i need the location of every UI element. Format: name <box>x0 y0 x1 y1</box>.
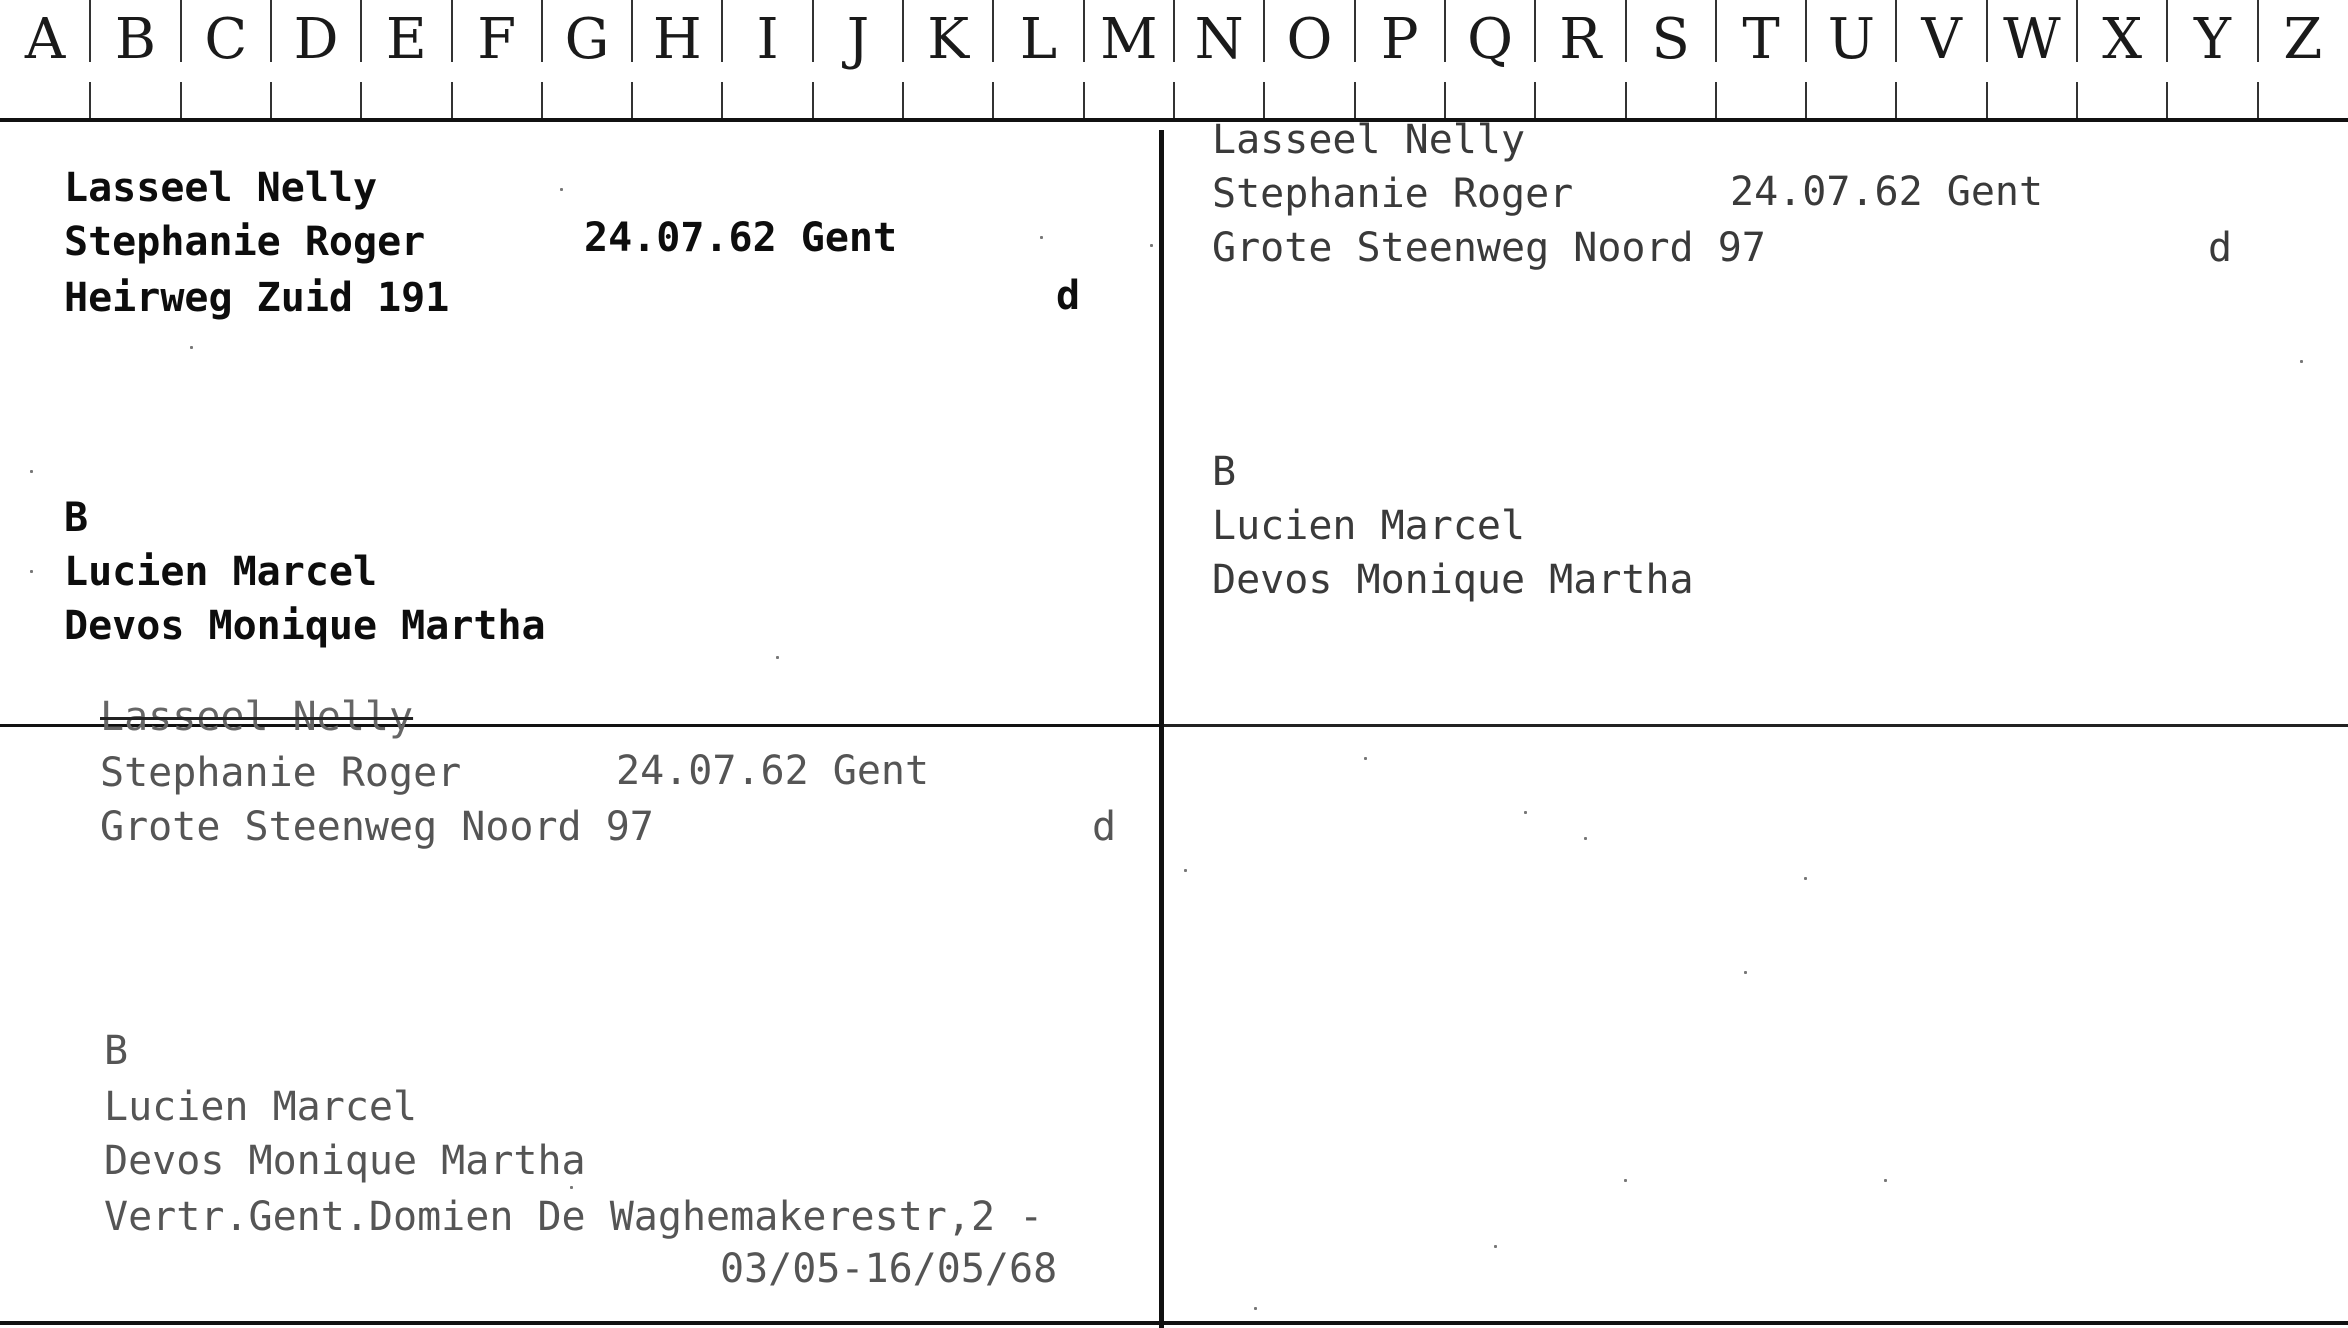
index-separator <box>1263 82 1265 118</box>
index-separator <box>2166 0 2168 62</box>
index-separator <box>1354 82 1356 118</box>
index-letter-l <box>993 0 1083 120</box>
index-separator <box>1805 0 1807 62</box>
card-given-name: Stephanie Roger <box>64 219 426 265</box>
index-letter-u <box>1806 0 1896 120</box>
index-separator <box>631 0 633 62</box>
index-letter-x <box>2077 0 2167 120</box>
index-separator <box>451 0 453 62</box>
index-separator <box>1534 0 1536 62</box>
index-separator <box>541 82 543 118</box>
index-letter-v <box>1896 0 1986 120</box>
index-letter-label: E <box>385 7 427 72</box>
index-separator <box>2076 0 2078 62</box>
index-letter-label: S <box>1651 7 1690 72</box>
index-separator <box>721 0 723 62</box>
index-letter-s <box>1626 0 1716 120</box>
card-mother: Devos Monique Martha <box>64 603 546 649</box>
index-letter-label: M <box>1100 7 1158 72</box>
index-letter-label: Q <box>1467 7 1514 72</box>
index-separator <box>631 82 633 118</box>
index-letter-label: V <box>1921 7 1962 72</box>
card-section: B <box>1212 449 1237 495</box>
index-letter-z <box>2258 0 2348 120</box>
index-letter-p <box>1355 0 1445 120</box>
index-letter-label: O <box>1286 7 1333 72</box>
index-letter-label: W <box>2003 7 2061 72</box>
index-letter-j <box>813 0 903 120</box>
index-letter-label: X <box>2102 7 2143 72</box>
card-surname: Lasseel Nelly <box>64 165 378 211</box>
index-separator <box>2257 82 2259 118</box>
card-bottom-right <box>1164 727 2348 1321</box>
index-letter-label: F <box>477 7 517 72</box>
card-father: Lucien Marcel <box>64 549 378 595</box>
card-note-dates: 03/05-16/05/68 <box>720 1246 1058 1292</box>
index-separator <box>1263 0 1265 62</box>
card-birth: 24.07.62 Gent <box>1730 169 2044 215</box>
index-separator <box>270 0 272 62</box>
index-separator <box>721 82 723 118</box>
index-letter-label: K <box>927 7 970 72</box>
index-letter-label: N <box>1194 7 1244 72</box>
index-separator <box>1444 82 1446 118</box>
index-letter-k <box>903 0 993 120</box>
index-letter-a <box>0 0 90 120</box>
index-letter-n <box>1174 0 1264 120</box>
index-separator <box>1354 0 1356 62</box>
card-given-name: Stephanie Roger <box>1212 171 1574 217</box>
index-separator <box>1895 0 1897 62</box>
index-letter-label: Y <box>2194 7 2231 72</box>
index-separator <box>2166 82 2168 118</box>
index-separator <box>902 0 904 62</box>
index-separator <box>1986 82 1988 118</box>
index-separator <box>541 0 543 62</box>
card-birth: 24.07.62 Gent <box>616 748 930 794</box>
index-letter-label: C <box>204 7 248 72</box>
index-separator <box>1083 82 1085 118</box>
index-separator <box>1715 82 1717 118</box>
card-surname: Lasseel Nelly <box>1212 117 1526 163</box>
card-father: Lucien Marcel <box>104 1084 418 1130</box>
card-mother: Devos Monique Martha <box>104 1138 586 1184</box>
card-section: B <box>64 495 89 541</box>
card-mark: d <box>2208 225 2233 271</box>
index-letter-label: U <box>1827 7 1875 72</box>
index-separator <box>89 82 91 118</box>
card-bottom-left <box>0 694 1159 1321</box>
card-surname: Lasseel Nelly <box>100 694 414 740</box>
index-letter-y <box>2167 0 2257 120</box>
index-separator <box>270 82 272 118</box>
index-letter-d <box>271 0 361 120</box>
index-separator <box>451 82 453 118</box>
card-top-right <box>1164 117 2348 724</box>
index-letter-label: A <box>24 7 66 72</box>
index-letter-h <box>632 0 722 120</box>
card-section: B <box>104 1028 129 1074</box>
index-letter-label: L <box>1019 7 1058 72</box>
index-letter-i <box>722 0 812 120</box>
card-father: Lucien Marcel <box>1212 503 1526 549</box>
index-letter-label: Z <box>2283 7 2323 72</box>
index-separator <box>360 82 362 118</box>
card-note: Vertr.Gent.Domien De Waghemakerestr,2 - <box>104 1194 1044 1240</box>
index-letter-label: J <box>846 7 870 72</box>
card-top-left <box>0 122 1159 724</box>
index-letter-o <box>1264 0 1354 120</box>
index-separator <box>1173 0 1175 62</box>
index-letter-c <box>181 0 271 120</box>
index-separator <box>1534 82 1536 118</box>
index-separator <box>1173 82 1175 118</box>
index-letter-label: P <box>1380 7 1419 72</box>
index-separator <box>180 0 182 62</box>
index-separator <box>992 0 994 62</box>
index-separator <box>2257 0 2259 62</box>
index-letter-label: R <box>1559 7 1602 72</box>
index-letter-label: H <box>652 7 702 72</box>
index-letter-f <box>452 0 542 120</box>
index-letter-label: B <box>114 7 157 72</box>
index-separator <box>1083 0 1085 62</box>
index-letter-q <box>1445 0 1535 120</box>
card-given-name: Stephanie Roger <box>100 750 462 796</box>
index-letter-label: T <box>1742 7 1780 72</box>
index-letter-e <box>361 0 451 120</box>
index-separator <box>992 82 994 118</box>
index-separator <box>1625 82 1627 118</box>
index-separator <box>1625 0 1627 62</box>
index-separator <box>1444 0 1446 62</box>
card-address: Grote Steenweg Noord 97 <box>1212 225 1766 271</box>
card-birth: 24.07.62 Gent <box>584 215 898 261</box>
index-separator <box>180 82 182 118</box>
index-letter-label: I <box>756 7 779 72</box>
alphabet-index-strip <box>0 0 2348 120</box>
index-letter-label: G <box>564 7 610 72</box>
index-letter-w <box>1987 0 2077 120</box>
index-separator <box>89 0 91 62</box>
card-address: Heirweg Zuid 191 <box>64 275 450 321</box>
index-letter-r <box>1535 0 1625 120</box>
index-separator <box>902 82 904 118</box>
index-letter-m <box>1084 0 1174 120</box>
index-separator <box>1895 82 1897 118</box>
card-mother: Devos Monique Martha <box>1212 557 1694 603</box>
card-mark: d <box>1092 804 1117 850</box>
card-bottom-edge-right <box>1164 1321 2348 1325</box>
index-separator <box>2076 82 2078 118</box>
card-bottom-edge-left <box>0 1321 1159 1325</box>
index-letter-t <box>1716 0 1806 120</box>
index-separator <box>1715 0 1717 62</box>
index-separator <box>1986 0 1988 62</box>
index-letter-g <box>542 0 632 120</box>
card-address: Grote Steenweg Noord 97 <box>100 804 654 850</box>
index-separator <box>812 0 814 62</box>
index-letter-label: D <box>293 7 339 72</box>
index-separator <box>812 82 814 118</box>
index-separator <box>1805 82 1807 118</box>
card-mark: d <box>1056 273 1081 319</box>
index-letter-b <box>90 0 180 120</box>
index-separator <box>360 0 362 62</box>
